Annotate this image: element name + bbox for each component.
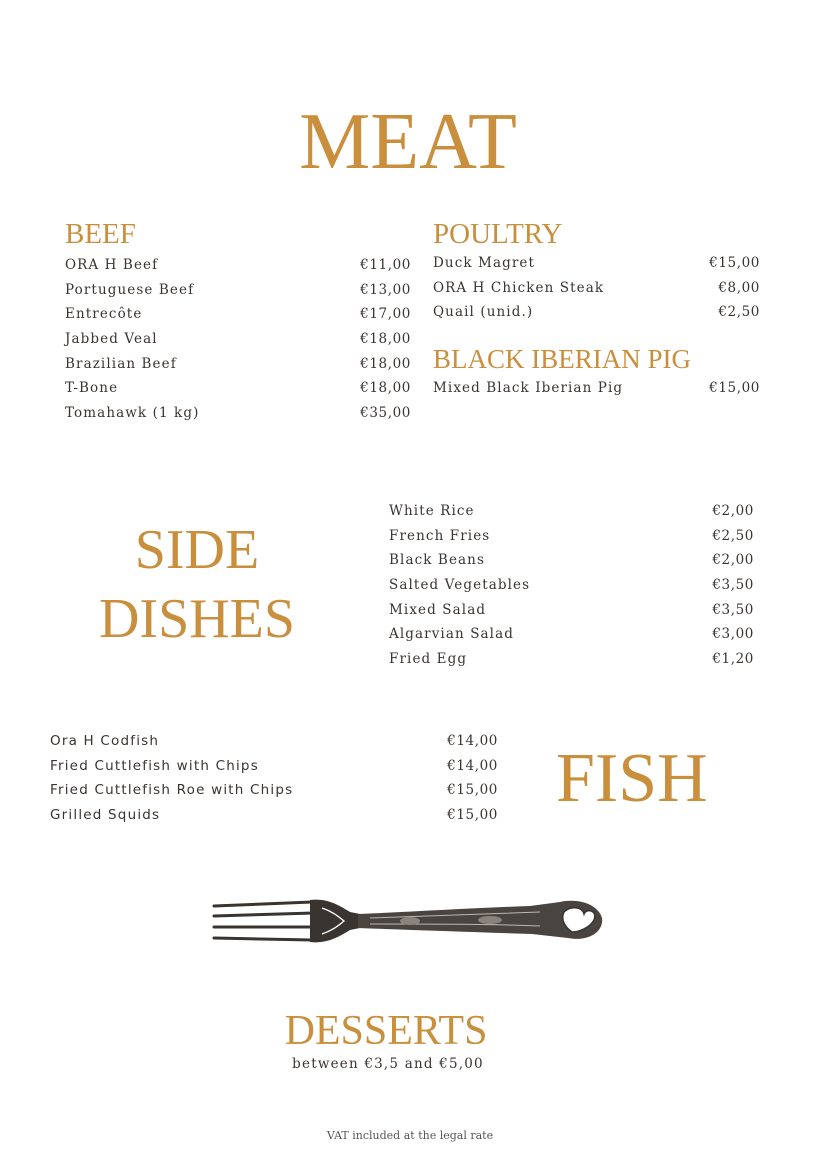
- item-price: €2,50: [718, 304, 760, 321]
- item-name: Brazilian Beef: [65, 355, 177, 372]
- side-dish-item: [389, 552, 754, 577]
- side-dish-item: [389, 651, 754, 676]
- item-name: Algarvian Salad: [389, 626, 514, 643]
- desserts-price-note: between €3,5 and €5,00: [292, 1056, 484, 1072]
- item-name: T-Bone: [65, 380, 119, 397]
- vat-note: VAT included at the legal rate: [326, 1129, 494, 1142]
- item-name: Mixed Black Iberian Pig: [433, 380, 624, 396]
- fish-item: [50, 733, 498, 758]
- beef-item: [65, 405, 411, 430]
- desserts-title: DESSERTS: [284, 1008, 488, 1054]
- item-name: Duck Magret: [433, 255, 536, 271]
- item-price: €17,00: [360, 306, 411, 323]
- side-dish-item: [389, 577, 754, 602]
- item-price: €8,00: [718, 279, 760, 296]
- fish-item: [50, 807, 498, 832]
- beef-item: [65, 356, 411, 381]
- item-price: €2,00: [712, 552, 754, 569]
- fork-icon: [210, 888, 610, 954]
- fish-list: [50, 733, 498, 832]
- item-price: €18,00: [360, 355, 411, 372]
- item-name: Grilled Squids: [50, 807, 161, 824]
- fish-item: [50, 782, 498, 807]
- item-price: €3,50: [712, 577, 754, 594]
- beef-item: [65, 306, 411, 331]
- fish-title: FISH: [556, 740, 708, 817]
- item-price: €14,00: [447, 757, 498, 774]
- item-name: Entrecôte: [65, 306, 143, 323]
- item-name: Tomahawk (1 kg): [65, 405, 200, 422]
- item-price: €15,00: [709, 380, 760, 396]
- iberian-item: [433, 380, 760, 405]
- poultry-list: [433, 255, 760, 329]
- item-price: €1,20: [712, 651, 754, 668]
- item-name: Portuguese Beef: [65, 281, 195, 298]
- beef-item: [65, 331, 411, 356]
- item-name: Fried Cuttlefish Roe with Chips: [50, 782, 294, 799]
- item-name: ORA H Beef: [65, 257, 159, 273]
- item-name: Black Beans: [389, 552, 486, 569]
- beef-list: [65, 257, 411, 430]
- beef-item: [65, 257, 411, 282]
- item-price: €13,00: [360, 281, 411, 298]
- side-dish-item: [389, 626, 754, 651]
- item-name: French Fries: [389, 527, 491, 544]
- item-price: €2,00: [712, 503, 754, 519]
- iberian-list: [433, 380, 760, 405]
- poultry-heading: POULTRY: [433, 218, 563, 250]
- item-price: €35,00: [360, 405, 411, 422]
- item-price: €18,00: [360, 331, 411, 348]
- item-name: Mixed Salad: [389, 601, 487, 618]
- item-price: €2,50: [712, 527, 754, 544]
- side-dishes-title-line1: SIDE: [134, 519, 260, 581]
- item-name: Fried Cuttlefish with Chips: [50, 757, 259, 774]
- item-name: ORA H Chicken Steak: [433, 279, 605, 296]
- side-dishes-list: [389, 503, 754, 676]
- item-price: €3,50: [712, 601, 754, 618]
- side-dish-item: [389, 602, 754, 627]
- meat-title: MEAT: [299, 98, 517, 186]
- item-price: €15,00: [447, 807, 498, 824]
- poultry-item: [433, 280, 760, 305]
- item-name: Jabbed Veal: [65, 331, 158, 348]
- item-price: €14,00: [447, 733, 498, 749]
- poultry-item: [433, 304, 760, 329]
- side-dish-item: [389, 503, 754, 528]
- item-price: €15,00: [447, 782, 498, 799]
- item-name: Quail (unid.): [433, 304, 534, 321]
- item-name: Fried Egg: [389, 651, 468, 668]
- fish-item: [50, 758, 498, 783]
- item-price: €11,00: [360, 257, 411, 273]
- item-price: €3,00: [712, 626, 754, 643]
- item-price: €18,00: [360, 380, 411, 397]
- item-name: Ora H Codfish: [50, 733, 160, 749]
- side-dish-item: [389, 528, 754, 553]
- item-price: €15,00: [709, 255, 760, 271]
- beef-heading: BEEF: [65, 218, 136, 250]
- poultry-item: [433, 255, 760, 280]
- side-dishes-title-line2: DISHES: [98, 588, 296, 650]
- item-name: Salted Vegetables: [389, 577, 531, 594]
- beef-item: [65, 282, 411, 307]
- item-name: White Rice: [389, 503, 475, 519]
- iberian-heading: BLACK IBERIAN PIG: [433, 344, 692, 374]
- beef-item: [65, 380, 411, 405]
